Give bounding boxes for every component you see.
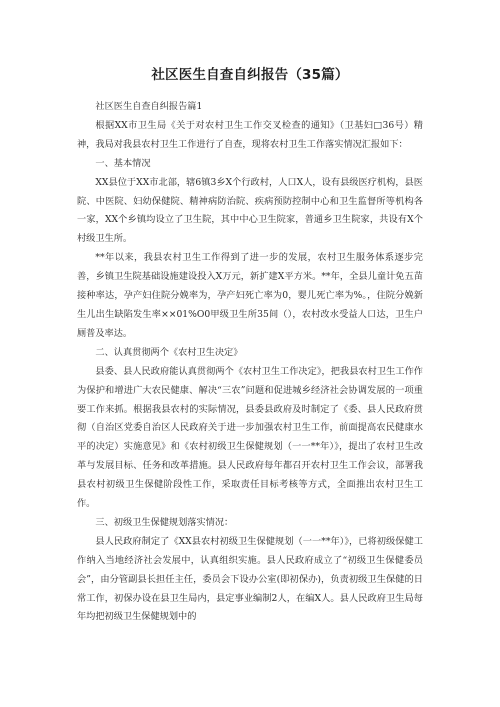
document-body — [77, 98, 423, 627]
implement-decisions-paragraph: 县委、县人民政府能认真贯彻两个《农村卫生工作决定》，把我县农村卫生工作作为保护和增进广大农民健康、解决“三农”问题和促进城乡经济社会协调发展的一项重要工作来抓。根据我县农村的实际情况，县委县政府及时制定了《委、县人民政府贯彻（自治区党委自治区人民政府关于进一步加强农村卫生工作，前面提高农民健康水平的决定）实施意见》和《农村初级卫生保健规划（一一**年）》，提出了农村卫生改革与发展目标、任务和改革措施。县人民政府每年都召开农村卫生工作会议，部署我县农村初级卫生保健阶段性工作，采取责任目标考核等方式，全面推出农村卫生工作。 — [77, 365, 423, 510]
section-subtitle: 社区医生自查自纠报告篇1 — [95, 101, 203, 112]
document-title: 社区医生自查自纠报告（35篇） — [151, 67, 349, 83]
basic-situation-paragraph-2: **年以来，我县农村卫生工作得到了进一步的发展，农村卫生服务体系逐步完善，乡镇卫生院基础设施建设投入X万元，新扩建X平方米。**年，全县儿童计免五苗接种率达，孕产妇住院分娩率为，孕产妇死亡率为0，婴儿死亡率为%。，住院分娩新生儿出生缺陷发生率××01%O0甲级卫生所35间（），农村改水受益人口达，卫生户厕普及率达。 — [77, 252, 423, 339]
section-heading-implement-decisions: 二、认真贯彻两个《农村卫生决定》 — [95, 346, 243, 358]
intro-paragraph: 根据XX市卫生局《关于对农村卫生工作交叉检查的通知》（卫基妇□36号）精神，我局对我县农村卫生工作进行了自查，现将农村卫生工作落实情况汇报如下： — [77, 119, 423, 150]
basic-situation-paragraph-1: XX县位于XX市北部，辖6镇3乡X个行政村，人口X人，设有县级医疗机构，县医院、中医院、妇幼保健院、精神病防治院、疾病预防控制中心和卫生监督所等机构各一家，XX个乡镇均设立了卫生院，其中中心卫生院家，普通乡卫生院家，共设有X个村级卫生所。 — [77, 176, 423, 245]
section-heading-basic-situation: 一、基本情况 — [95, 157, 151, 169]
primary-care-plan-paragraph: 县人民政府制定了《XX县农村初级卫生保健规划（一一**年）》，已将初级保健工作纳入当地经济社会发展中，认真组织实施。县人民政府成立了“初级卫生保健委员会”，由分管副县长担任主任，委员会下设办公室(即初保办)，负责初级卫生保健的日常工作，初保办设在县卫生局内，县定事业编制2人，在编X人。县人民政府卫生局每年均把初级卫生保健规划中的 — [77, 535, 423, 623]
section-heading-primary-care-plan: 三、初级卫生保健规划落实情况： — [95, 516, 234, 528]
